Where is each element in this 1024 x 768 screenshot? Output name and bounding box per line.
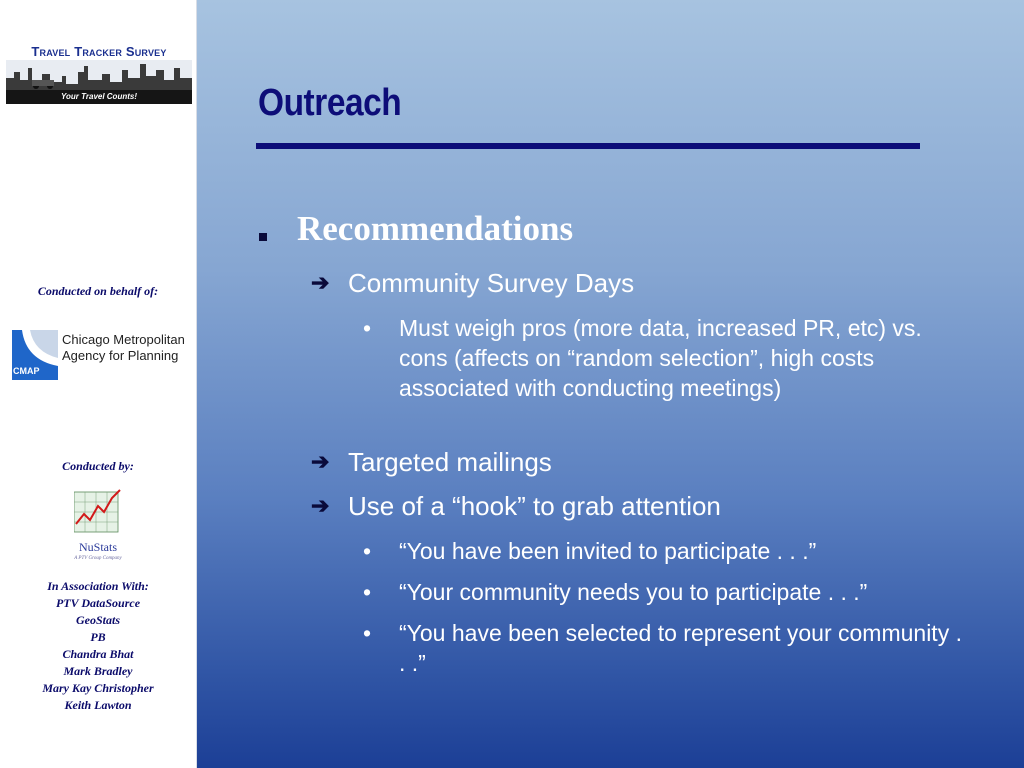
title-underline [256,143,920,149]
level2-text: Targeted mailings [348,447,552,477]
dot-bullet-icon: • [363,538,372,564]
level2-text: Community Survey Days [348,268,635,298]
association-line: PTV DataSource [55,596,141,610]
level1-text: Recommendations [297,209,574,248]
nustats-logo [60,488,136,570]
nustats-sub: A PTV Group Company [74,556,122,561]
level3-text: “You have been selected to represent your community . . .” [399,620,962,676]
association-line: Chandra Bhat [62,647,134,661]
cmap-name-line1: Chicago Metropolitan [62,332,185,347]
association-line: Mark Bradley [63,664,133,678]
conducted-by-label: Conducted by: [62,459,134,473]
cmap-name-line2: Agency for Planning [62,348,179,363]
behalf-label: Conducted on behalf of: [37,284,159,298]
association-line: GeoStats [75,613,120,627]
association-line: In Association With: [47,579,149,593]
cmap-logo [12,328,188,380]
slide-content [197,0,1024,768]
arrow-bullet-icon: ➔ [311,493,330,518]
cmap-abbr: CMAP [13,366,40,376]
association-line: Keith Lawton [64,698,132,712]
dot-bullet-icon: • [363,579,372,605]
square-bullet-icon [259,233,267,241]
association-line: Mary Kay Christopher [42,681,154,695]
skyline-icon [6,60,192,90]
level3-text: “Your community needs you to participate . . .” [399,579,868,605]
association-list [0,578,196,714]
level3-text: Must weigh pros (more data, increased PR, etc) vs. cons (affects on “random selection”, high costs associated with conducting meetings) [399,315,922,401]
chart-grid-icon [74,488,122,534]
logo-title: Travel Tracker Survey [31,44,167,59]
slide-title: Outreach [258,82,402,124]
level3-text: “You have been invited to participate . . .” [399,538,817,564]
arrow-bullet-icon: ➔ [311,449,330,474]
dot-bullet-icon: • [363,620,372,646]
sidebar [0,0,197,768]
dot-bullet-icon: • [363,315,372,341]
logo-tagline: Your Travel Counts! [6,90,192,104]
nustats-name: NuStats [78,540,117,554]
level2-text: Use of a “hook” to grab attention [348,491,721,521]
travel-tracker-logo [6,44,192,104]
association-line: PB [90,630,106,644]
arrow-bullet-icon: ➔ [311,270,330,295]
